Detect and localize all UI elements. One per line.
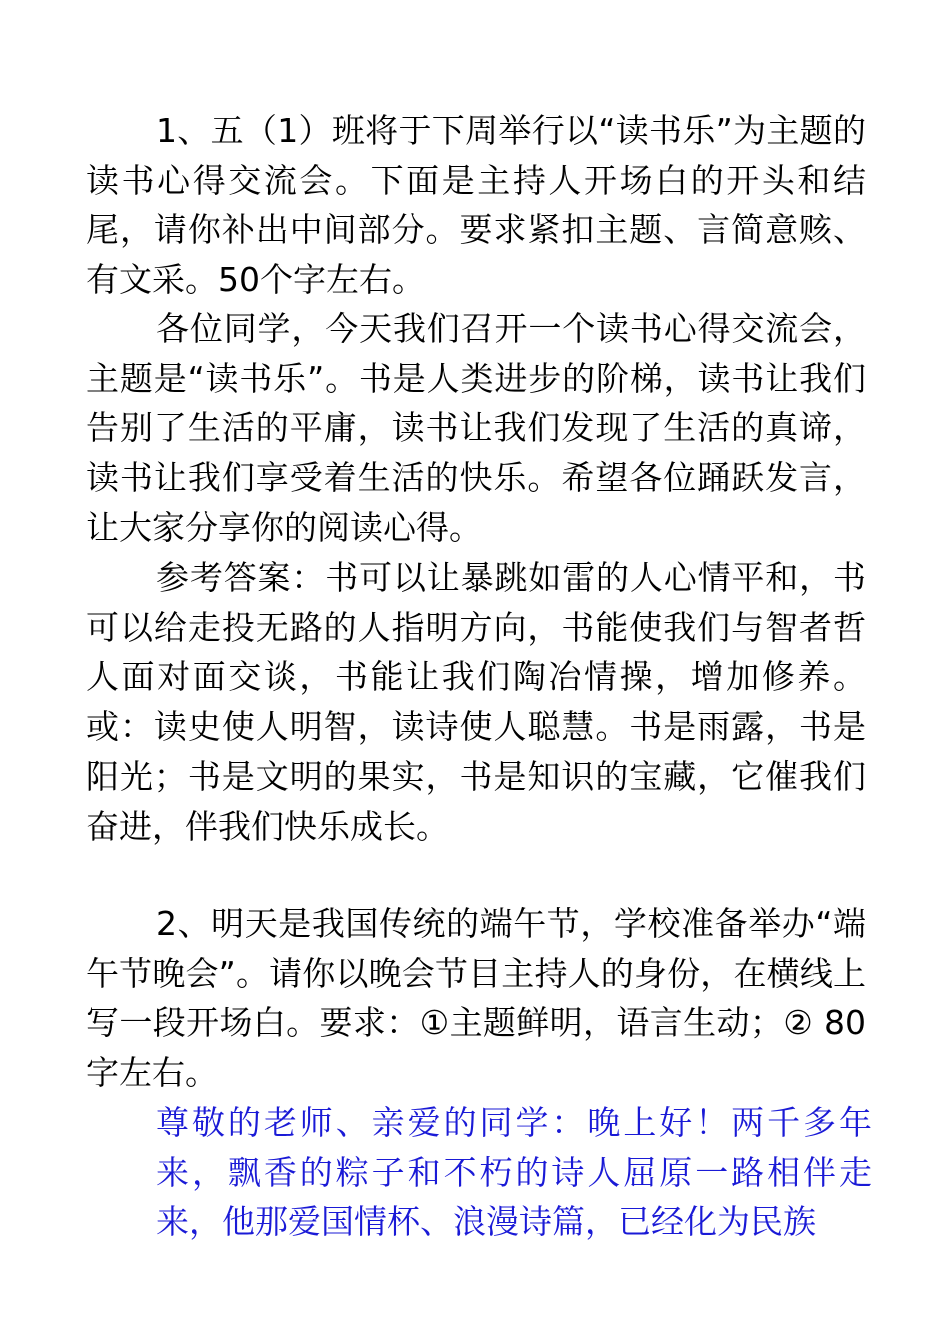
question-1-reference-answer: 参考答案：书可以让暴跳如雷的人心情平和，书可以给走投无路的人指明方向，书能使我们与智者哲人面对面交谈，书能让我们陶冶情操，增加修养。或：读史使人明智，读诗使人聪慧。书是雨露，书是阳光；书是文明的果实，书是知识的宝藏，它催我们奋进，伴我们快乐成长。 xyxy=(86,558,866,846)
question-2-answer-text: 尊敬的老师、亲爱的同学：晚上好！两千多年来，飘香的粽子和不朽的诗人屈原一路相伴走来，他那爱国情杯、浪漫诗篇，已经化为民族 xyxy=(156,1103,872,1242)
question-1-prompt: 1、五（1）班将于下周举行以“读书乐”为主题的读书心得交流会。下面是主持人开场白的开头和结尾，请你补出中间部分。要求紧扣主题、言简意赅、有文采。50个字左右。 xyxy=(86,111,866,300)
question-2-prompt: 2、明天是我国传统的端午节，学校准备举办“端午节晚会”。请你以晚会节目主持人的身份，在横线上写一段开场白。要求：①主题鲜明，语言生动；② 80 字左右。 xyxy=(86,904,866,1093)
question-1-host-speech: 各位同学，今天我们召开一个读书心得交流会，主题是“读书乐”。书是人类进步的阶梯，读书让我们告别了生活的平庸，读书让我们发现了生活的真谛，读书让我们享受着生活的快乐。希望各位踊跃发言，让大家分享你的阅读心得。 xyxy=(86,309,866,547)
